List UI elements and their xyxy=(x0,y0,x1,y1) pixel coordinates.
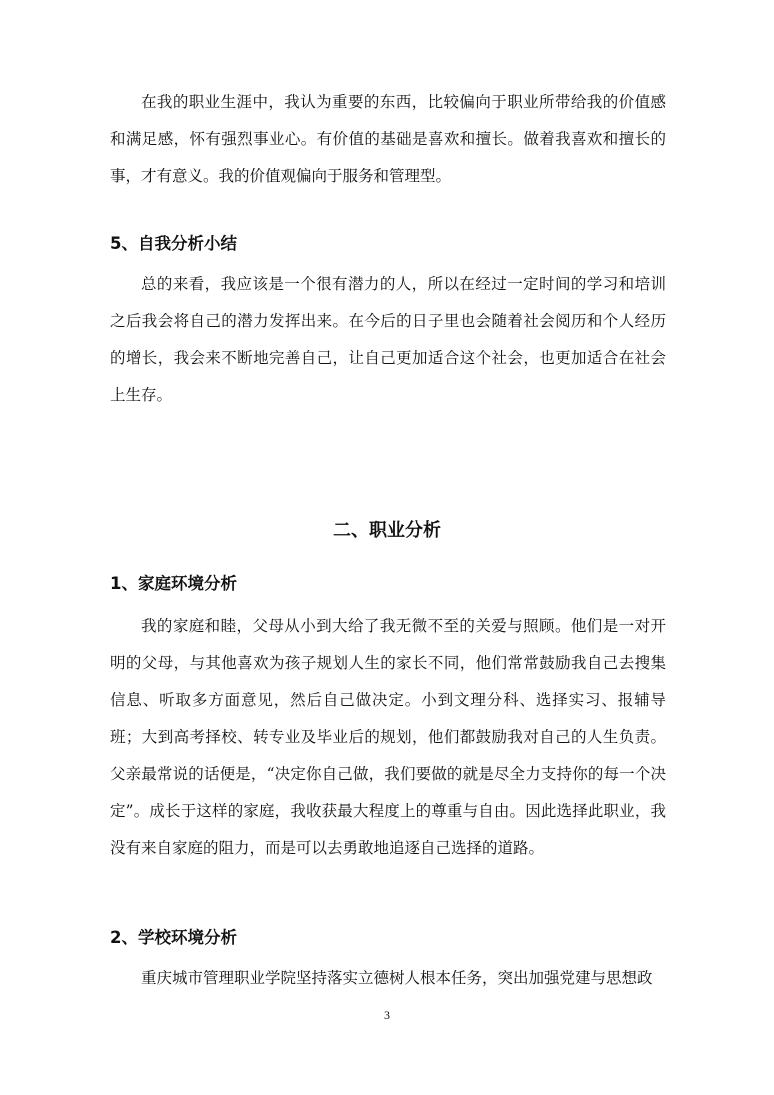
summary-paragraph: 总的来看，我应该是一个很有潜力的人，所以在经过一定时间的学习和培训之后我会将自己的潜力发挥出来。在今后的日子里也会随着社会阅历和个人经历的增长，我会来不断地完善自己，让自己更加适合这个社会，也更加适合在社会上生存。 xyxy=(110,275,666,404)
values-paragraph-block xyxy=(110,84,666,195)
family-paragraph: 我的家庭和睦，父母从小到大给了我无微不至的关爱与照顾。他们是一对开明的父母，与其他喜欢为孩子规划人生的家长不同，他们常常鼓励我自己去搜集信息、听取多方面意见，然后自己做决定。小到文理分科、选择实习、报辅导班；大到高考择校、转专业及毕业后的规划，他们都鼓励我对自己的人生负责。父亲最常说的话便是，“决定你自己做，我们要做的就是尽全力支持你的每一个决定”。成长于这样的家庭，我收获最大程度上的尊重与自由。因此选择此职业，我没有来自家庭的阻力，而是可以去勇敢地追逐自己选择的道路。 xyxy=(110,617,666,857)
school-paragraph: 重庆城市管理职业学院坚持落实立德树人根本任务，突出加强党建与思想政 xyxy=(141,969,653,987)
section-title: 二、职业分析 xyxy=(333,520,441,541)
family-heading-block xyxy=(110,570,666,598)
summary-heading-block xyxy=(110,230,666,258)
school-paragraph-block xyxy=(110,960,666,997)
school-heading-block xyxy=(110,924,666,952)
school-heading: 2、学校环境分析 xyxy=(110,928,237,947)
page-number: 3 xyxy=(384,1008,390,1022)
family-heading: 1、家庭环境分析 xyxy=(110,574,237,593)
summary-heading: 5、自我分析小结 xyxy=(110,234,237,253)
values-paragraph: 在我的职业生涯中，我认为重要的东西，比较偏向于职业所带给我的价值感和满足感，怀有强烈事业心。有价值的基础是喜欢和擅长。做着我喜欢和擅长的事，才有意义。我的价值观偏向于服务和管理型。 xyxy=(110,93,666,185)
summary-paragraph-block xyxy=(110,266,666,414)
family-paragraph-block xyxy=(110,608,666,867)
